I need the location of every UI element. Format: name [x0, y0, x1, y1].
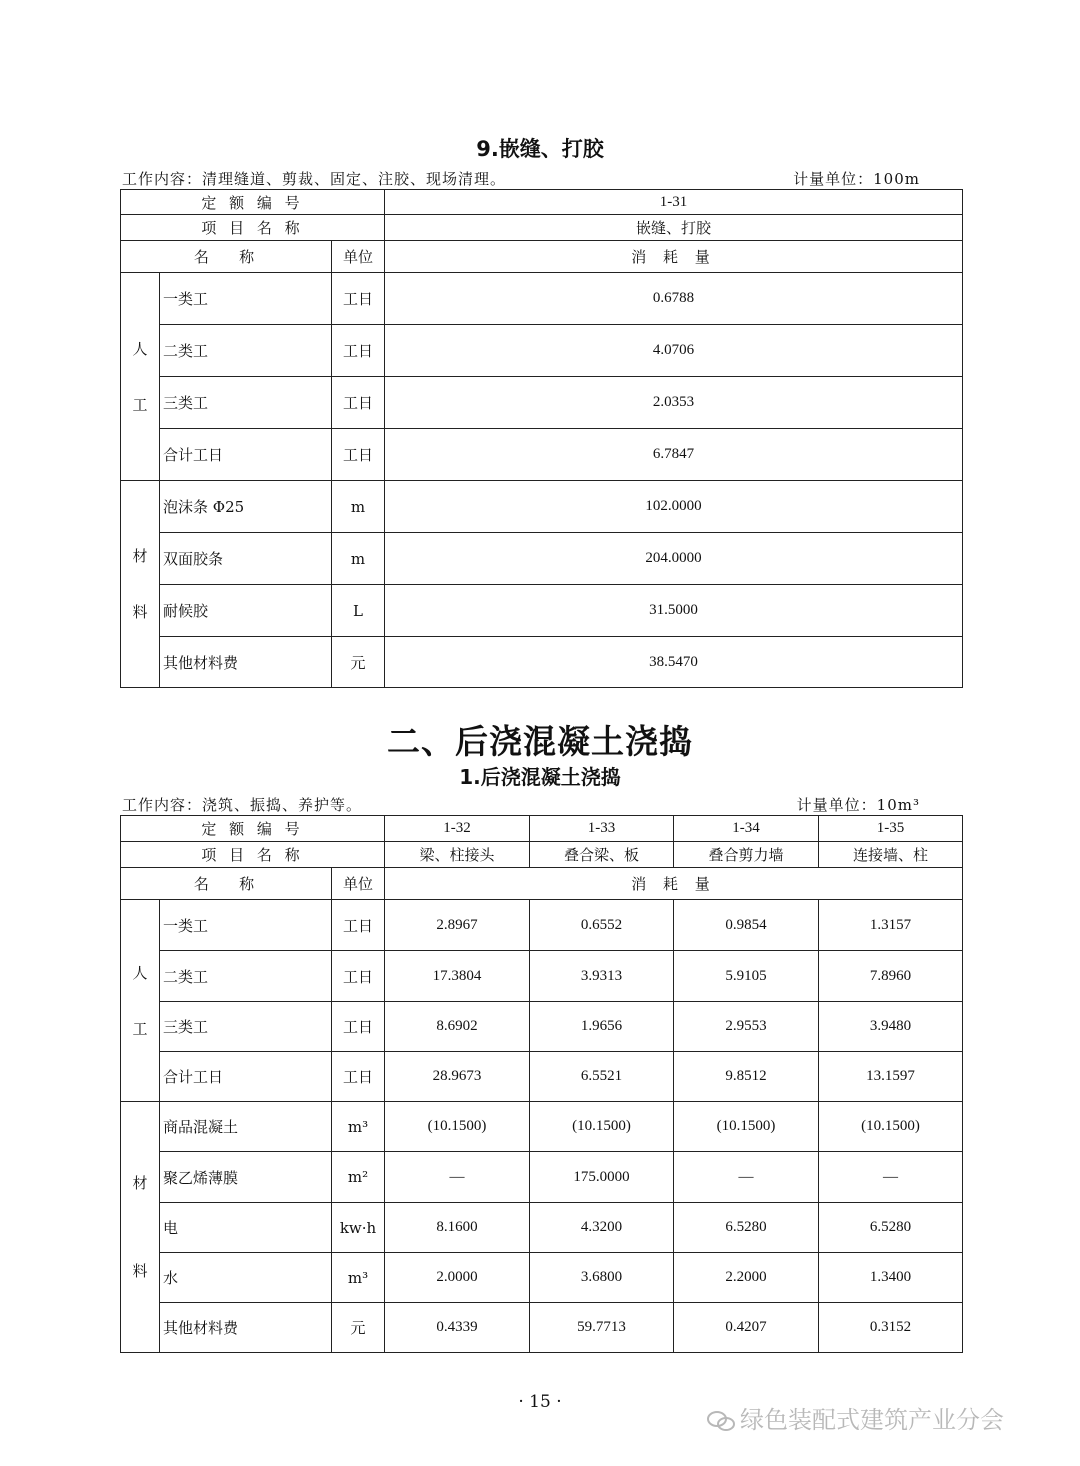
row-unit: 工日 — [332, 429, 385, 481]
section-title: 9.嵌缝、打胶 — [476, 137, 604, 161]
row-value: 5.9105 — [674, 951, 819, 1002]
item-label: 项 目 名 称 — [121, 842, 385, 868]
row-name: 商品混凝土 — [160, 1102, 332, 1152]
row-value: 1.9656 — [530, 1002, 674, 1052]
row-unit: 工日 — [332, 377, 385, 429]
row-unit: 工日 — [332, 273, 385, 325]
row-value: 2.2000 — [674, 1253, 819, 1303]
row-value: 2.9553 — [674, 1002, 819, 1052]
measure-unit: 计量单位：100m — [793, 170, 920, 188]
row-unit: 元 — [332, 637, 385, 688]
row-name: 合计工日 — [160, 429, 332, 481]
row-name: 其他材料费 — [160, 637, 332, 688]
row-unit: L — [332, 585, 385, 637]
row-unit: m — [332, 481, 385, 533]
row-value: 8.1600 — [385, 1203, 530, 1253]
section-title: 1.后浇混凝土浇捣 — [459, 765, 621, 789]
row-value: (10.1500) — [819, 1102, 963, 1152]
row-value: 0.6552 — [530, 900, 674, 951]
row-name: 双面胶条 — [160, 533, 332, 585]
row-value: — — [819, 1152, 963, 1203]
work-content: 工作内容：浇筑、振捣、养护等。 — [122, 796, 363, 814]
quota-code: 1-33 — [530, 816, 674, 842]
item-name: 梁、柱接头 — [385, 842, 530, 868]
row-value: 3.9313 — [530, 951, 674, 1002]
row-value: 31.5000 — [385, 585, 963, 637]
row-unit: 元 — [332, 1303, 385, 1353]
row-value: 1.3400 — [819, 1253, 963, 1303]
group-label-labor: 人 工 — [121, 273, 160, 481]
col-name-header: 名 称 — [121, 868, 332, 900]
work-content: 工作内容：清理缝道、剪裁、固定、注胶、现场清理。 — [122, 170, 507, 188]
row-value: 4.0706 — [385, 325, 963, 377]
row-value: — — [385, 1152, 530, 1203]
row-name: 水 — [160, 1253, 332, 1303]
row-name: 泡沫条 Φ25 — [160, 481, 332, 533]
row-value: 3.6800 — [530, 1253, 674, 1303]
item-name: 叠合剪力墙 — [674, 842, 819, 868]
quota-table-1 — [120, 189, 963, 688]
row-value: 3.9480 — [819, 1002, 963, 1052]
quota-code: 1-31 — [385, 190, 963, 215]
row-value: 1.3157 — [819, 900, 963, 951]
row-unit: m³ — [332, 1253, 385, 1303]
row-name: 耐候胶 — [160, 585, 332, 637]
row-value: 17.3804 — [385, 951, 530, 1002]
wechat-icon — [706, 1410, 736, 1432]
col-unit-header: 单位 — [332, 241, 385, 273]
row-value: 8.6902 — [385, 1002, 530, 1052]
col-unit-header: 单位 — [332, 868, 385, 900]
quota-table-2 — [120, 815, 963, 1353]
row-value: 6.5280 — [674, 1203, 819, 1253]
row-value: 38.5470 — [385, 637, 963, 688]
row-value: 0.6788 — [385, 273, 963, 325]
quota-code: 1-32 — [385, 816, 530, 842]
row-value: 28.9673 — [385, 1052, 530, 1102]
row-value: 6.7847 — [385, 429, 963, 481]
quota-code: 1-35 — [819, 816, 963, 842]
row-unit: 工日 — [332, 951, 385, 1002]
row-name: 一类工 — [160, 273, 332, 325]
row-value: 13.1597 — [819, 1052, 963, 1102]
row-unit: 工日 — [332, 1052, 385, 1102]
row-value: — — [674, 1152, 819, 1203]
row-name: 聚乙烯薄膜 — [160, 1152, 332, 1203]
code-label: 定 额 编 号 — [121, 816, 385, 842]
group-label-labor: 人 工 — [121, 900, 160, 1102]
row-value: 175.0000 — [530, 1152, 674, 1203]
item-label: 项 目 名 称 — [121, 215, 385, 241]
chapter-title: 二、后浇混凝土浇捣 — [387, 722, 693, 761]
row-value: 0.4207 — [674, 1303, 819, 1353]
row-unit: m³ — [332, 1102, 385, 1152]
row-value: 2.0000 — [385, 1253, 530, 1303]
row-value: 102.0000 — [385, 481, 963, 533]
row-value: 59.7713 — [530, 1303, 674, 1353]
row-value: 0.9854 — [674, 900, 819, 951]
watermark — [706, 1400, 1004, 1435]
col-name-header: 名 称 — [121, 241, 332, 273]
page-number: · 15 · — [518, 1392, 562, 1412]
row-value: 9.8512 — [674, 1052, 819, 1102]
row-value: 6.5521 — [530, 1052, 674, 1102]
row-value: 2.8967 — [385, 900, 530, 951]
col-consumption-header: 消 耗 量 — [385, 868, 963, 900]
row-value: 7.8960 — [819, 951, 963, 1002]
row-name: 一类工 — [160, 900, 332, 951]
code-label: 定 额 编 号 — [121, 190, 385, 215]
row-value: 0.3152 — [819, 1303, 963, 1353]
group-label-material: 材 料 — [121, 1102, 160, 1353]
row-name: 二类工 — [160, 325, 332, 377]
row-unit: 工日 — [332, 900, 385, 951]
row-value: 204.0000 — [385, 533, 963, 585]
row-name: 合计工日 — [160, 1052, 332, 1102]
col-consumption-header: 消 耗 量 — [385, 241, 963, 273]
group-label-material: 材 料 — [121, 481, 160, 688]
row-name: 其他材料费 — [160, 1303, 332, 1353]
row-name: 三类工 — [160, 377, 332, 429]
row-value: 4.3200 — [530, 1203, 674, 1253]
item-name: 叠合梁、板 — [530, 842, 674, 868]
row-unit: kw·h — [332, 1203, 385, 1253]
row-value: 0.4339 — [385, 1303, 530, 1353]
row-name: 电 — [160, 1203, 332, 1253]
row-unit: 工日 — [332, 325, 385, 377]
watermark-text: 绿色装配式建筑产业分会 — [740, 1406, 1004, 1434]
row-unit: 工日 — [332, 1002, 385, 1052]
row-value: (10.1500) — [385, 1102, 530, 1152]
row-unit: m² — [332, 1152, 385, 1203]
row-name: 三类工 — [160, 1002, 332, 1052]
row-value: 2.0353 — [385, 377, 963, 429]
measure-unit: 计量单位：10m³ — [796, 796, 920, 814]
quota-code: 1-34 — [674, 816, 819, 842]
row-value: (10.1500) — [674, 1102, 819, 1152]
row-value: (10.1500) — [530, 1102, 674, 1152]
row-unit: m — [332, 533, 385, 585]
item-name: 连接墙、柱 — [819, 842, 963, 868]
row-name: 二类工 — [160, 951, 332, 1002]
row-value: 6.5280 — [819, 1203, 963, 1253]
item-name: 嵌缝、打胶 — [385, 215, 963, 241]
